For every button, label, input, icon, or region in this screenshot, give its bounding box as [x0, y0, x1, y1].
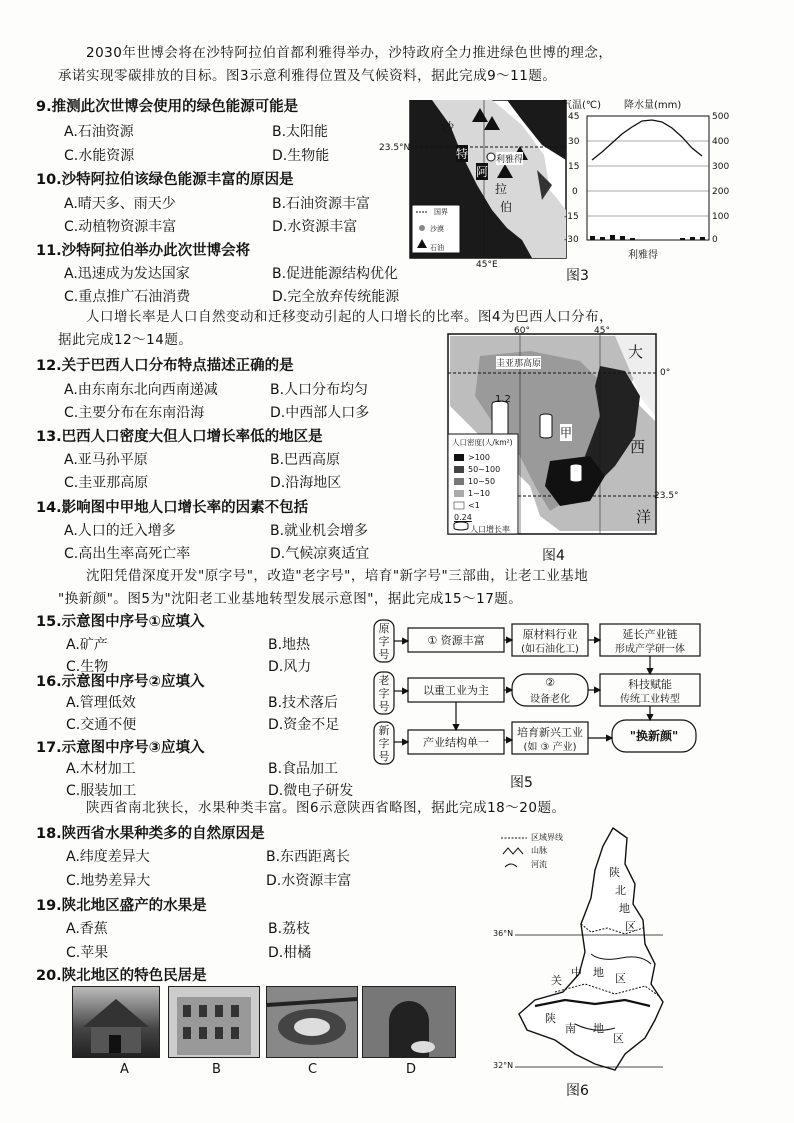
q12-option-a[interactable]: A.由东南东北向西南递减 — [64, 382, 218, 398]
fig5-box-integration: 形成产学研一体 — [615, 644, 685, 655]
fig3-temp-tick-0: 0 — [572, 187, 578, 197]
figure-3-map — [372, 100, 567, 270]
fig4-lat-23: 23.5° — [654, 491, 679, 501]
q19-option-b[interactable]: B.荔枝 — [268, 921, 311, 937]
fig5-box-emerging: 培育新兴工业 — [517, 726, 583, 739]
q16-option-c[interactable]: C.交通不便 — [66, 717, 137, 733]
q15-option-a[interactable]: A.矿产 — [66, 637, 108, 653]
q10-option-c[interactable]: C.动植物资源丰富 — [64, 219, 177, 235]
intro-1-line-1: 2030年世博会将在沙特阿拉伯首都利雅得举办，沙特政府全力推进绿色世博的理念， — [86, 45, 613, 61]
q9-option-a[interactable]: A.石油资源 — [64, 124, 134, 140]
fig6-mid-1: 关 — [551, 974, 562, 987]
q12-option-b[interactable]: B.人口分布均匀 — [270, 382, 369, 398]
fig6-legend-mountain: 山脉 — [531, 846, 547, 855]
q20-label-b: B — [212, 1062, 221, 1077]
intro-paragraph-1 — [58, 42, 748, 88]
fig4-value-label: 1.2 — [495, 394, 511, 405]
fig3-precip-tick-300: 300 — [712, 162, 730, 172]
intro-2-line-1: 人口增长率是人口自然变动和迁移变动引起的人口增长的比率。图4为巴西人口分布， — [86, 309, 614, 325]
fig4-legend-4: 1~10 — [468, 489, 490, 498]
fig3-precip-tick-100: 100 — [712, 212, 730, 222]
fig4-legend-1: >100 — [468, 453, 490, 462]
fig5-side-xin: 新字号 — [378, 724, 390, 763]
fig6-north-2: 北 — [615, 884, 626, 897]
q18-option-c[interactable]: C.地势差异大 — [66, 873, 151, 889]
fig5-box-single-structure: 产业结构单一 — [423, 736, 489, 749]
fig5-box-blank-2: ② — [545, 676, 555, 689]
q20-photo-d[interactable] — [362, 986, 456, 1058]
fig6-mid-4: 区 — [615, 972, 626, 985]
q13-option-b[interactable]: B.巴西高原 — [270, 452, 341, 468]
fig5-box-transform: 传统工业转型 — [620, 694, 680, 705]
q20-label-a: A — [120, 1062, 129, 1077]
intro-paragraph-3 — [58, 565, 758, 611]
fig4-label-jia: 甲 — [560, 426, 573, 440]
fig4-legend-2: 50~100 — [468, 465, 501, 474]
fig3-temp-axis-title: 气温(℃) — [562, 100, 602, 111]
fig5-box-blank-3: (如 ③ 产业) — [523, 742, 577, 753]
q11-option-c[interactable]: C.重点推广石油消费 — [64, 289, 191, 305]
q14-option-c[interactable]: C.高出生率高死亡率 — [64, 546, 191, 562]
fig5-box-heavy-industry: 以重工业为主 — [423, 684, 489, 697]
fig4-ocean-xi: 西 — [630, 438, 646, 456]
intro-2-line-2: 据此完成12～14题。 — [58, 332, 193, 348]
fig4-legend-5: <1 — [468, 501, 480, 510]
fig6-north-4: 区 — [625, 920, 636, 933]
q15-option-d[interactable]: D.风力 — [268, 659, 312, 675]
fig4-rate-value: 0.24 — [454, 513, 472, 522]
question-9-stem: 9.推测此次世博会使用的绿色能源可能是 — [36, 99, 299, 115]
q17-option-a[interactable]: A.木材加工 — [66, 761, 136, 777]
figure-6-map — [495, 824, 670, 1074]
q17-option-c[interactable]: C.服装加工 — [66, 783, 137, 799]
q11-option-b[interactable]: B.促进能源结构优化 — [272, 266, 399, 282]
fig6-legend-river: 河流 — [531, 860, 547, 869]
fig4-legend-3: 10~50 — [468, 477, 496, 486]
q12-option-c[interactable]: C.主要分布在东南沿海 — [64, 405, 205, 421]
q14-option-d[interactable]: D.气候凉爽适宜 — [270, 546, 370, 562]
fig3-lat-label: 23.5°N — [379, 143, 411, 153]
q17-option-b[interactable]: B.食品加工 — [268, 761, 339, 777]
fig3-precip-tick-500: 500 — [712, 112, 730, 122]
q14-option-b[interactable]: B.就业机会增多 — [270, 523, 369, 539]
question-20-stem: 20.陕北地区的特色民居是 — [36, 968, 207, 984]
q20-label-c: C — [308, 1062, 318, 1077]
fig6-south-4: 区 — [613, 1032, 624, 1045]
q9-option-b[interactable]: B.太阳能 — [272, 124, 329, 140]
question-11-stem: 11.沙特阿拉伯举办此次世博会将 — [36, 243, 251, 259]
fig6-south-1: 陕 — [545, 1012, 556, 1025]
intro-4-line-1: 陕西省南北狭长，水果种类丰富。图6示意陕西省略图，据此完成18～20题。 — [86, 800, 566, 816]
fig6-lat-32: 32°N — [493, 1061, 514, 1070]
fig3-precip-tick-200: 200 — [712, 187, 730, 197]
q13-option-c[interactable]: C.圭亚那高原 — [64, 475, 149, 491]
q18-option-b[interactable]: B.东西距离长 — [266, 849, 351, 865]
q15-option-c[interactable]: C.生物 — [66, 659, 109, 675]
intro-1-line-2: 承诺实现零碳排放的目标。图3示意利雅得位置及气候资料，据此完成9～11题。 — [58, 68, 557, 84]
fig6-legend-boundary: 区域界线 — [531, 833, 563, 842]
question-12-stem: 12.关于巴西人口分布特点描述正确的是 — [36, 358, 294, 374]
fig3-legend-desert: 沙漠 — [430, 225, 444, 233]
q19-option-c[interactable]: C.苹果 — [66, 945, 109, 961]
fig5-box-equipment-aging: 设备老化 — [530, 694, 570, 705]
fig3-precip-tick-400: 400 — [712, 137, 730, 147]
q9-option-d[interactable]: D.生物能 — [272, 148, 330, 164]
q12-option-d[interactable]: D.中西部人口多 — [270, 405, 370, 421]
fig5-side-lao: 老字号 — [378, 674, 390, 713]
fig4-legend-title: 人口密度(人/km²) — [452, 438, 513, 447]
q9-option-c[interactable]: C.水能资源 — [64, 148, 135, 164]
q20-photo-row — [72, 986, 462, 1078]
intro-3-line-2: "换新颜"。图5为"沈阳老工业基地转型发展示意图"，据此完成15～17题。 — [58, 591, 523, 607]
intro-paragraph-4 — [86, 797, 766, 820]
fig3-legend-oil: 石油 — [430, 244, 444, 252]
question-16-stem: 16.示意图中序号②应填入 — [36, 674, 205, 690]
question-18-stem: 18.陕西省水果种类多的自然原因是 — [36, 826, 265, 842]
fig3-temp-tick-m30: -30 — [564, 235, 579, 245]
fig5-box-extend-chain: 延长产业链 — [622, 628, 678, 641]
q20-label-d: D — [406, 1062, 417, 1077]
fig6-mid-3: 地 — [593, 966, 604, 979]
q16-option-b[interactable]: B.技术落后 — [268, 695, 339, 711]
fig3-precip-axis-title: 降水量(mm) — [624, 100, 682, 111]
fig6-south-2: 南 — [565, 1022, 576, 1035]
q18-option-a[interactable]: A.纬度差异大 — [66, 849, 150, 865]
fig5-box-resource: ① 资源丰富 — [427, 634, 485, 647]
q20-photo-a[interactable] — [72, 986, 160, 1058]
q18-option-d[interactable]: D.水资源丰富 — [266, 873, 352, 889]
figure-3-climate-chart — [562, 96, 762, 261]
q19-option-d[interactable]: D.柑橘 — [268, 945, 312, 961]
q17-option-d[interactable]: D.微电子研发 — [268, 783, 354, 799]
q14-option-a[interactable]: A.人口的迁入增多 — [64, 523, 176, 539]
question-14-stem: 14.影响图中甲地人口增长率的因素不包括 — [36, 500, 309, 516]
fig4-ocean-da: 大 — [628, 343, 644, 361]
fig6-lat-36: 36°N — [493, 929, 514, 938]
fig6-north-3: 地 — [619, 902, 630, 915]
figure-3-caption: 图3 — [566, 268, 589, 284]
question-15-stem: 15.示意图中序号①应填入 — [36, 614, 205, 630]
fig3-label-riyadh: 利雅得 — [496, 152, 523, 165]
q11-option-d[interactable]: D.完全放弃传统能源 — [272, 289, 400, 305]
fig4-ocean-yang: 洋 — [636, 508, 652, 526]
q19-option-a[interactable]: A.香蕉 — [66, 921, 108, 937]
figure-5-caption: 图5 — [510, 775, 533, 791]
fig3-label-te: 特 — [456, 147, 469, 161]
fig4-label-guiana: 圭亚那高原 — [496, 356, 541, 369]
fig3-temp-tick-30: 30 — [568, 137, 580, 147]
question-13-stem: 13.巴西人口密度大但人口增长率低的地区是 — [36, 429, 323, 445]
fig6-mid-2: 中 — [571, 966, 582, 979]
q16-option-d[interactable]: D.资金不足 — [268, 717, 340, 733]
q20-photo-c[interactable] — [266, 986, 358, 1058]
fig6-south-3: 地 — [593, 1022, 604, 1035]
question-10-stem: 10.沙特阿拉伯该绿色能源丰富的原因是 — [36, 172, 294, 188]
fig3-temp-tick-15: 15 — [568, 162, 580, 172]
q10-option-a[interactable]: A.晴天多、雨天少 — [64, 196, 176, 212]
fig3-city-label: 利雅得 — [628, 250, 658, 261]
figure-5-flowchart — [372, 616, 712, 766]
q13-option-d[interactable]: D.沿海地区 — [270, 475, 342, 491]
fig3-label-la: 拉 — [495, 182, 508, 196]
q13-option-a[interactable]: A.亚马孙平原 — [64, 452, 148, 468]
fig4-lon-45: 45° — [594, 326, 610, 336]
fig4-lon-60: 60° — [514, 326, 530, 336]
q10-option-d[interactable]: D.水资源丰富 — [272, 219, 358, 235]
fig5-side-yuan: 原字号 — [378, 622, 390, 661]
q15-option-b[interactable]: B.地热 — [268, 637, 311, 653]
fig5-box-raw-material: 原材料行业 — [522, 628, 578, 641]
fig3-label-bo: 伯 — [500, 200, 513, 214]
fig3-lon-label: 45°E — [476, 260, 498, 270]
fig3-precip-tick-0: 0 — [712, 235, 718, 245]
fig3-legend-border: 国界 — [434, 208, 448, 216]
fig3-temp-tick-m15: -15 — [564, 212, 579, 222]
fig5-box-tech-empower: 科技赋能 — [628, 678, 672, 691]
figure-4-map — [440, 326, 680, 541]
fig5-box-raw-example: (如石油化工) — [521, 644, 579, 655]
fig6-north-1: 陕 — [609, 866, 620, 879]
fig3-label-a: 阿 — [476, 165, 489, 179]
question-19-stem: 19.陕北地区盛产的水果是 — [36, 898, 207, 914]
intro-3-line-1: 沈阳凭借深度开发"原字号"，改造"老字号"，培育"新字号"三部曲，让老工业基地 — [86, 568, 589, 584]
question-17-stem: 17.示意图中序号③应填入 — [36, 740, 205, 756]
q11-option-a[interactable]: A.迅速成为发达国家 — [64, 266, 190, 282]
q16-option-a[interactable]: A.管理低效 — [66, 695, 136, 711]
fig4-rate-label: 人口增长率 — [470, 525, 510, 534]
q20-photo-b[interactable] — [168, 986, 260, 1058]
figure-4-caption: 图4 — [542, 548, 565, 564]
fig4-lat-0: 0° — [660, 368, 671, 378]
fig3-temp-tick-45: 45 — [568, 112, 580, 122]
q10-option-b[interactable]: B.石油资源丰富 — [272, 196, 371, 212]
figure-6-caption: 图6 — [566, 1083, 589, 1099]
fig5-box-new-look: "换新颜" — [629, 729, 679, 743]
fig3-label-sha: 沙 — [442, 120, 455, 134]
